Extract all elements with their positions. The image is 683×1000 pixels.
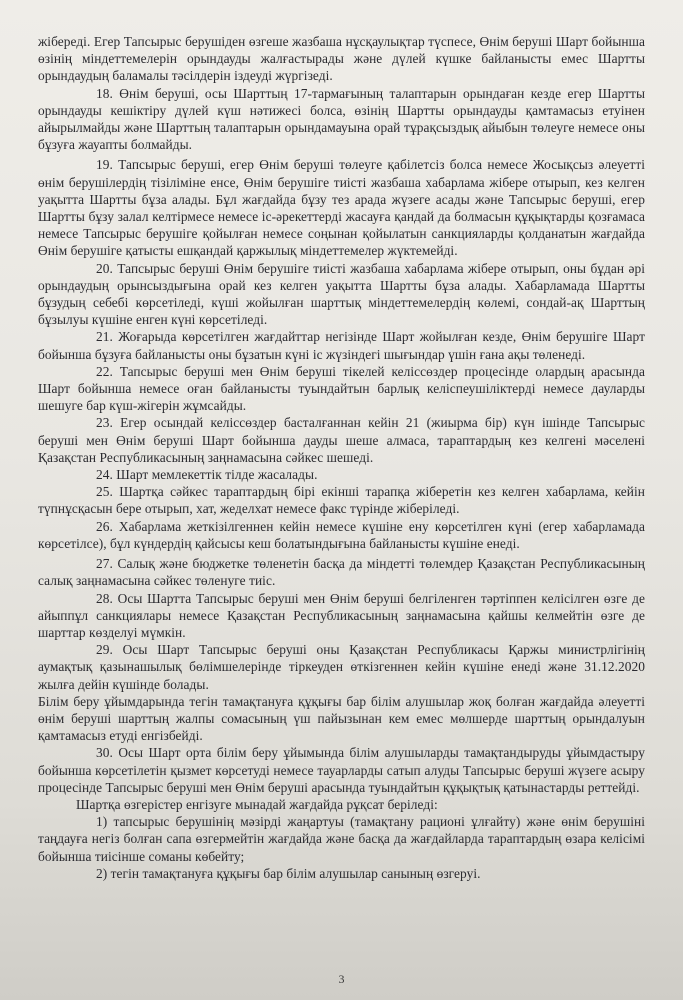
paragraph-29-addendum: Білім беру ұйымдарында тегін тамақтануға құқығы бар білім алушылар жоқ болған жағдайда әлеуетті өнім беруші шарттың жалпы сомасының үш пайызынан кем емес мөлшерде шарттың орындалуын қамтамасыз етуді енгізбейді. [38,693,645,744]
paragraph-30: 30. Осы Шарт орта білім беру ұйымында білім алушыларды тамақтандыруды ұйымдастыру бойынша көрсетілетін қызмет көрсетуді немесе тауарларды сатып алуды Тапсырыс беруші жүзеге асыру процесінде Тапсырыс беруші мен Өнім беруші арасында туындайтын құқықтық қатынастарды реттейді. [38,745,645,795]
paragraph-26: 26. Хабарлама жеткізілгеннен кейін немесе күшіне ену көрсетілген күні (егер хабарламада көрсетілсе), бұл күндердің қайсысы кеш болатындығына байланысты күшіне енеді. [38,518,645,551]
paragraph-amendments-intro: Шартқа өзгерістер енгізуге мынадай жағдайда рұқсат беріледі: [76,796,438,812]
paragraph-28: 28. Осы Шартта Тапсырыс беруші мен Өнім беруші белгіленген тәртіппен келісілген өзге де айыппұл санкциялары немесе Қазақстан Республикасының заңнамасына қайшы келмейтін өзге де шарттар көзделуі мүмкін. [38,590,645,640]
document-body [38,33,645,882]
paragraph-amendment-1: 1) тапсырыс берушінің мәзірді жаңартуы (тамақтану рационі ұлғайту) және өнім берушіні таңдауға негіз болған сапа өзгермейтін жағдайда және басқа да жағдайларда тараптардың өзара келісімі бойынша тиісінше соманы көбейту; [38,814,645,864]
paragraph-21: 21. Жоғарыда көрсетілген жағдайттар негізінде Шарт жойылған кезде, Өнім берушіге Шарт бойынша бұзуға байланысты оны бұзатын күні іс жүзіндегі шығындар үшін ғана ақы төленеді. [38,329,645,362]
paragraph-29: 29. Осы Шарт Тапсырыс беруші оны Қазақстан Республикасы Қаржы министрлігінің аумақтық қазынашылық бөлімшелерінде тіркеуден өткізгеннен кейін күшіне енеді және 31.12.2020 жылға дейін күшінде болады. [38,642,645,692]
paragraph-20: 20. Тапсырыс беруші Өнім берушіге тиісті жазбаша хабарлама жібере отырып, оны бұдан әрі орындаудың орынсыздығына орай кез келген уақытта Шартты бұза алады. Хабарламада Шартты бұзудың себебі көрсетіледі, күші жойылған шарттық міндеттемелердің көлемі, сондай-ақ Шарттың бұзылуы күшіне енген күні көрсетіледі. [38,260,645,328]
paragraph-23: 23. Егер осындай келіссөздер басталғаннан кейін 21 (жиырма бір) күн ішінде Тапсырыс беруші мен Өнім беруші Шарт бойынша дауды шеше алмаса, тараптардың кез келгені мәселені Қазақстан Республикасының заңнамасына сәйкес шешеді. [38,415,645,465]
paragraph-amendment-2: 2) тегін тамақтануға құқығы бар білім алушылар санының өзгеруі. [96,865,481,881]
paragraph-22: 22. Тапсырыс беруші мен Өнім беруші тікелей келіссөздер процесінде олардың арасында Шарт бойынша немесе оған байланысты туындайтын барлық келіспеушіліктерді немесе дауларды шешуге бар күш-жігерін жұмсайды. [38,363,645,414]
paragraph-27: 27. Салық және бюджетке төленетін басқа да міндетті төлемдер Қазақстан Республикасының салық заңнамасына сәйкес төленуге тиіс. [38,556,645,589]
paragraph-18: 18. Өнім беруші, осы Шарттың 17-тармағының талаптарын орындаған кезде егер Шартты орындауды кешіктіру дүлей күш нәтижесі болса, өзінің Шартты орындауды қамтамасыз етуінен айырылмайды және Шарттың талаптарын орындамауына орай тұрақсыздық айыбын төлеуге немесе оны бұзуға жауапты болмайды. [38,85,645,153]
page-number: 3 [338,972,345,986]
paragraph-continuation: жібереді. Егер Тапсырыс берушіден өзгеше жазбаша нұсқаулықтар түспесе, Өнім беруші Шарт бойынша өзінің міндеттемелерін орындауды жалғастырады және дүлей күшке байланысты емес Шартты орындаудың баламалы тәсілдерін іздеуді жүргізеді. [38,34,645,84]
paragraph-19: 19. Тапсырыс беруші, егер Өнім беруші төлеуге қабілетсіз болса немесе Жосықсыз әлеуетті өнім берушілердің тізіліміне енсе, Өнім берушіге тиісті жазбаша хабарлама жібере отырып, кез келген уақытта Шартты бұза алады. Бұл жағдайда бұзу тез арада жүзеге асады және Тапсырыс беруші, егер Шартты бұзу залал келтірмесе немесе іс-әрекеттерді жасауға қандай да болмасын құқықтарды қозғамаса немесе Тапсырыс берушіге қойылған немесе соңынан қойылатын санкцияларды қолданатын жағдайда Өнім берушіге қатысты ешқандай қаржылық міндеттемелер жүктемейді. [38,157,645,259]
paragraph-25: 25. Шартқа сәйкес тараптардың бірі екінші тарапқа жіберетін кез келген хабарлама, кейін түпнұсқасын бере отырып, хат, жеделхат немесе факс түрінде жіберіледі. [38,484,645,517]
paragraph-24: 24. Шарт мемлекеттік тілде жасалады. [96,467,318,483]
